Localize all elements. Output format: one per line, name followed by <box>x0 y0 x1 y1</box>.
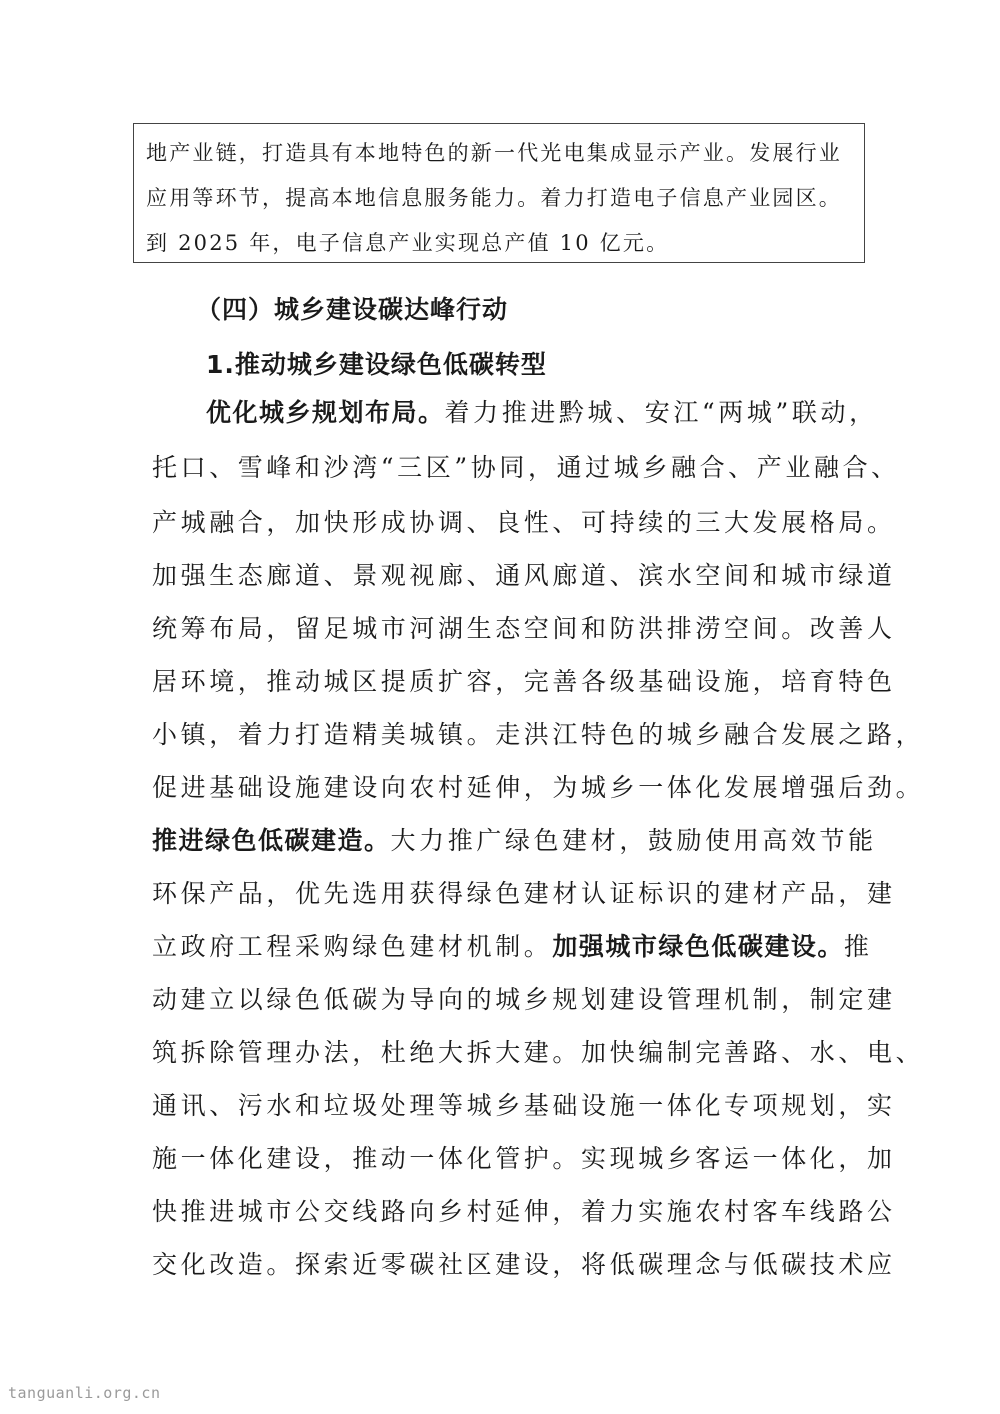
line-1-text: 着力推进黔城、安江“两城”联动， <box>444 398 878 427</box>
section-heading: （四）城乡建设碳达峰行动 <box>196 295 509 324</box>
paragraph-line-15: 施一体化建设，推动一体化管护。实现城乡客运一体化，加 <box>152 1144 896 1173</box>
paragraph-line-7: 小镇，着力打造精美城镇。走洪江特色的城乡融合发展之路， <box>152 720 925 749</box>
line-11-text-a: 立政府工程采购绿色建材机制。 <box>152 932 553 961</box>
box-line-3: 到 2025 年，电子信息产业实现总产值 10 亿元。 <box>146 231 670 255</box>
paragraph-line-14: 通讯、污水和垃圾处理等城乡基础设施一体化专项规划，实 <box>152 1091 896 1120</box>
paragraph-line-13: 筑拆除管理办法，杜绝大拆大建。加快编制完善路、水、电、 <box>152 1038 925 1067</box>
lead-phrase-3: 加强城市绿色低碳建设。 <box>552 932 844 961</box>
lead-phrase-1: 优化城乡规划布局。 <box>206 398 445 427</box>
line-9-text: 大力推广绿色建材，鼓励使用高效节能 <box>390 826 877 855</box>
watermark-text: tanguanli.org.cn <box>8 1384 161 1402</box>
sub-heading: 1.推动城乡建设绿色低碳转型 <box>206 350 547 379</box>
paragraph-line-8: 促进基础设施建设向农村延伸，为城乡一体化发展增强后劲。 <box>152 773 925 802</box>
paragraph-line-1 <box>206 395 878 431</box>
box-line-2: 应用等环节，提高本地信息服务能力。着力打造电子信息产业园区。 <box>146 186 842 210</box>
paragraph-line-5: 统筹布局，留足城市河湖生态空间和防洪排涝空间。改善人 <box>152 614 896 643</box>
box-line-1: 地产业链，打造具有本地特色的新一代光电集成显示产业。发展行业 <box>146 141 842 165</box>
paragraph-line-9 <box>152 823 877 859</box>
paragraph-line-2: 托口、雪峰和沙湾“三区”协同，通过城乡融合、产业融合、 <box>152 453 900 482</box>
paragraph-line-4: 加强生态廊道、景观视廊、通风廊道、滨水空间和城市绿道 <box>152 561 896 590</box>
paragraph-line-6: 居环境，推动城区提质扩容，完善各级基础设施，培育特色 <box>152 667 896 696</box>
paragraph-line-11 <box>152 929 873 965</box>
lead-phrase-2: 推进绿色低碳建造。 <box>152 826 391 855</box>
paragraph-line-3: 产城融合，加快形成协调、良性、可持续的三大发展格局。 <box>152 508 896 537</box>
paragraph-line-12: 动建立以绿色低碳为导向的城乡规划建设管理机制，制定建 <box>152 985 896 1014</box>
paragraph-line-17: 交化改造。探索近零碳社区建设，将低碳理念与低碳技术应 <box>152 1250 896 1279</box>
paragraph-line-16: 快推进城市公交线路向乡村延伸，着力实施农村客车线路公 <box>152 1197 896 1226</box>
line-11-text-b: 推 <box>843 932 873 961</box>
paragraph-line-10: 环保产品，优先选用获得绿色建材认证标识的建材产品，建 <box>152 879 896 908</box>
